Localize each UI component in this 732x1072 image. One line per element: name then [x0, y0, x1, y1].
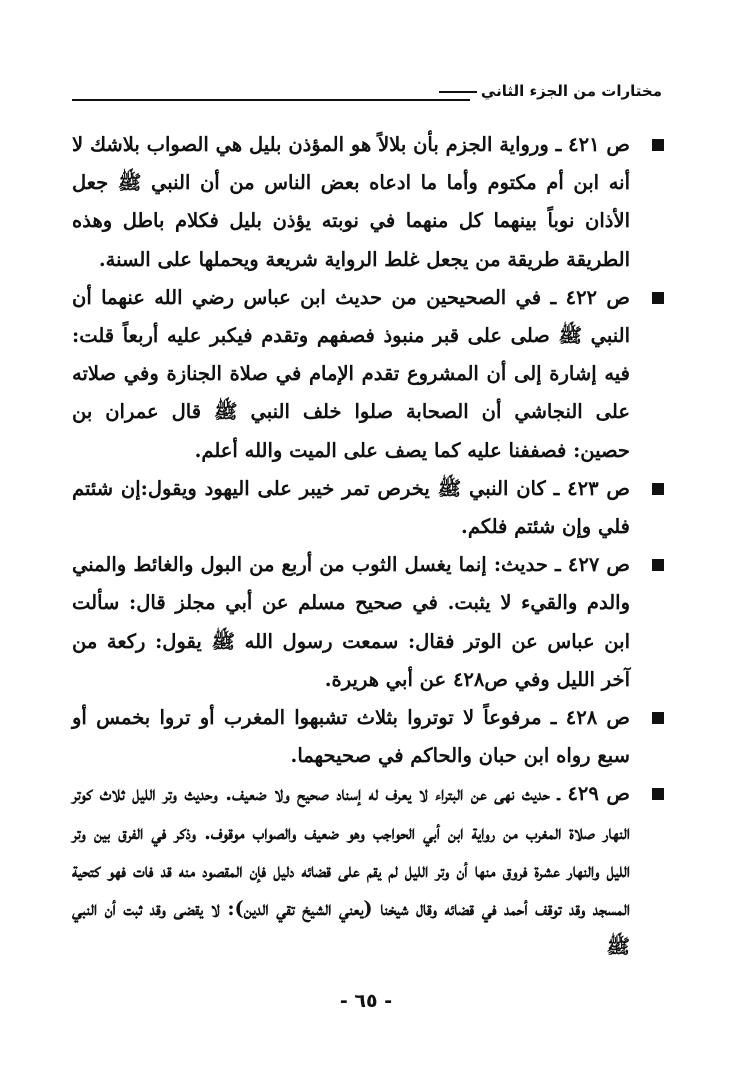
entry-text: ص ٤٢١ ـ ورواية الجزم بأن بلالاً هو المؤذن بليل هي الصواب بلاشك لا أنه ابن أم مكتوم وأما ما ادعاه بعض الناس من أن النبي ﷺ جعل الأذان نوباً بينهما كل منهما في نوبته يؤذن بليل فكلام باطل وهذه الطريقة طريقة من يجعل غلط الرواية شريعة ويحملها على السنة. [72, 133, 630, 271]
entry-text: ص ٤٢٨ ـ مرفوعاً لا توتروا بثلاث تشبهوا المغرب أو تروا بخمس أو سبع رواه ابن حبان والحاكم في صحيحهما. [72, 706, 630, 768]
running-header [72, 80, 662, 104]
entry-text: ص ٤٢٩ ـ حديث نهى عن البتراء لا يعرف له إسناد صحيح ولا ضعيف. وحديث وتر الليل ثلاث كوتر النهار صلاة المغرب من رواية ابن أبي الحواجب وهو ضعيف والصواب موقوف. وذكر في الفرق بين وتر الليل والنهار عشرة فروق منها أن وتر الليل لم يقم على قضائه دليل فإن المقصود منه قد فات فهو كتحية المسجد وقد توقف أحمد في قضائه وقال شيخنا (يعني الشيخ تقي الدين): لا يقضى وقد ثبت أن النبي ﷺ [72, 782, 630, 959]
square-bullet-icon [652, 483, 664, 495]
entry-429 [72, 775, 664, 966]
square-bullet-icon [652, 712, 664, 724]
entry-428 [72, 699, 664, 775]
entry-427 [72, 546, 664, 699]
square-bullet-icon [652, 139, 664, 151]
entry-text: ص ٤٢٢ ـ في الصحيحين من حديث ابن عباس رضي الله عنهما أن النبي ﷺ صلى على قبر منبوذ فصفهم وتقدم فيكبر عليه أربعاً قلت: فيه إشارة إلى أن المشروع تقدم الإمام في صلاة الجنازة وفي صلاته على النجاشي أن الصحابة صلوا خلف النبي ﷺ قال عمران بن حصين: فصففنا عليه كما يصف على الميت والله أعلم. [72, 285, 630, 462]
header-rule [72, 99, 470, 101]
square-bullet-icon [652, 559, 664, 571]
entry-text: ص ٤٢٧ ـ حديث: إنما يغسل الثوب من أربع من البول والغائط والمني والدم والقيء لا يثبت. في صحيح مسلم عن أبي مجلز قال: سألت ابن عباس عن الوتر فقال: سمعت رسول الله ﷺ يقول: ركعة من آخر الليل وفي ص٤٢٨ عن أبي هريرة. [72, 553, 630, 691]
entry-text: ص ٤٢٣ ـ كان النبي ﷺ يخرص تمر خيبر على اليهود ويقول:إن شئتم فلي وإن شئتم فلكم. [72, 476, 630, 539]
entry-421 [72, 126, 664, 279]
square-bullet-icon [652, 292, 664, 304]
entry-422 [72, 279, 664, 470]
square-bullet-icon [652, 788, 664, 800]
header-title: مختارات من الجزء الثاني [439, 80, 662, 102]
entry-423 [72, 470, 664, 546]
page-number: - ٦٥ - [339, 990, 393, 1012]
page-body [72, 126, 664, 966]
